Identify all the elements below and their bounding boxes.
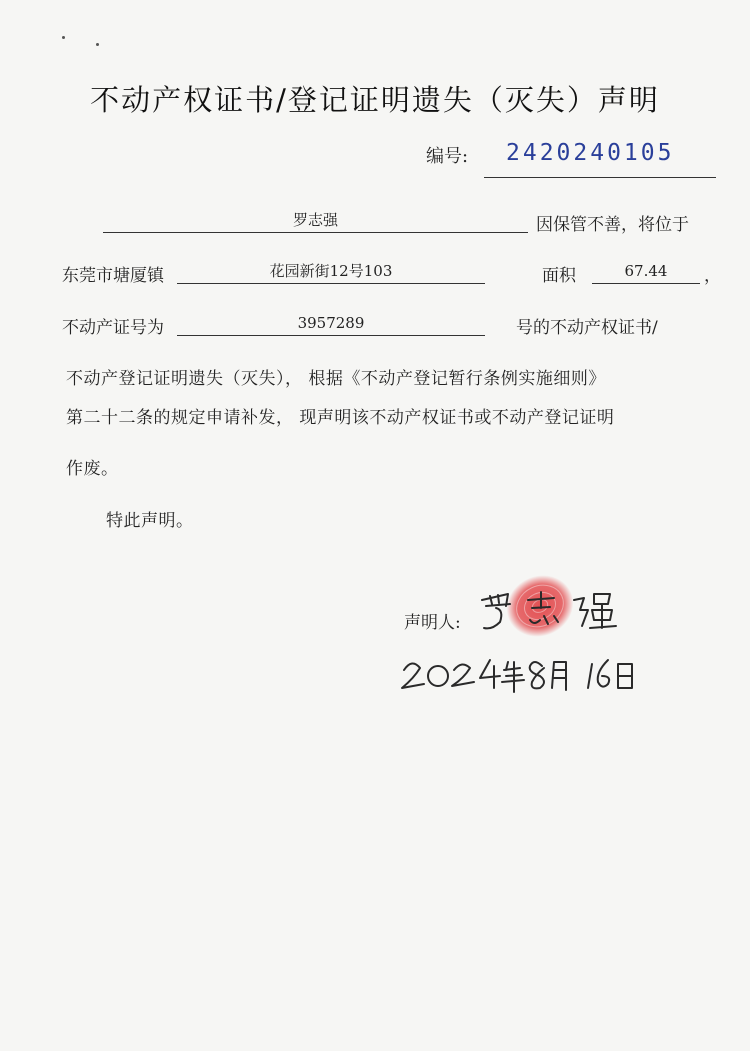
- serial-label: 编号:: [426, 146, 469, 167]
- handwritten-signature-with-fingerprint: [470, 570, 640, 650]
- body-line-3: 作废。: [66, 459, 119, 479]
- cert-no-label: 不动产证号为: [62, 318, 164, 338]
- body-line-2: 第二十二条的规定申请补发， 现声明该不动产权证书或不动产登记证明: [66, 408, 615, 428]
- declarant-label: 声明人:: [404, 613, 461, 633]
- cert-no-field: 3957289: [177, 313, 485, 336]
- area-field: 67.44: [592, 261, 700, 284]
- handwritten-date: [400, 648, 650, 698]
- area-label: 面积: [542, 266, 576, 286]
- document-title: 不动产权证书/登记证明遗失（灭失）声明: [90, 83, 660, 117]
- city-text: 东莞市塘厦镇: [62, 266, 164, 286]
- closing-text: 特此声明。: [106, 511, 194, 531]
- scan-speck: [62, 36, 65, 39]
- body-line-1: 不动产登记证明遗失（灭失）， 根据《不动产登记暂行条例实施细则》: [66, 369, 606, 389]
- area-comma: ，: [704, 266, 721, 286]
- fingerprint: [497, 570, 584, 648]
- serial-number: 2420240105: [484, 140, 716, 178]
- row3-suffix: 号的不动产权证书/: [516, 318, 658, 338]
- scan-speck: [96, 43, 99, 46]
- declarant-name-field: 罗志强: [103, 210, 528, 233]
- row1-suffix: 因保管不善，将位于: [536, 215, 689, 235]
- address-field: 花园新街12号103: [177, 261, 485, 284]
